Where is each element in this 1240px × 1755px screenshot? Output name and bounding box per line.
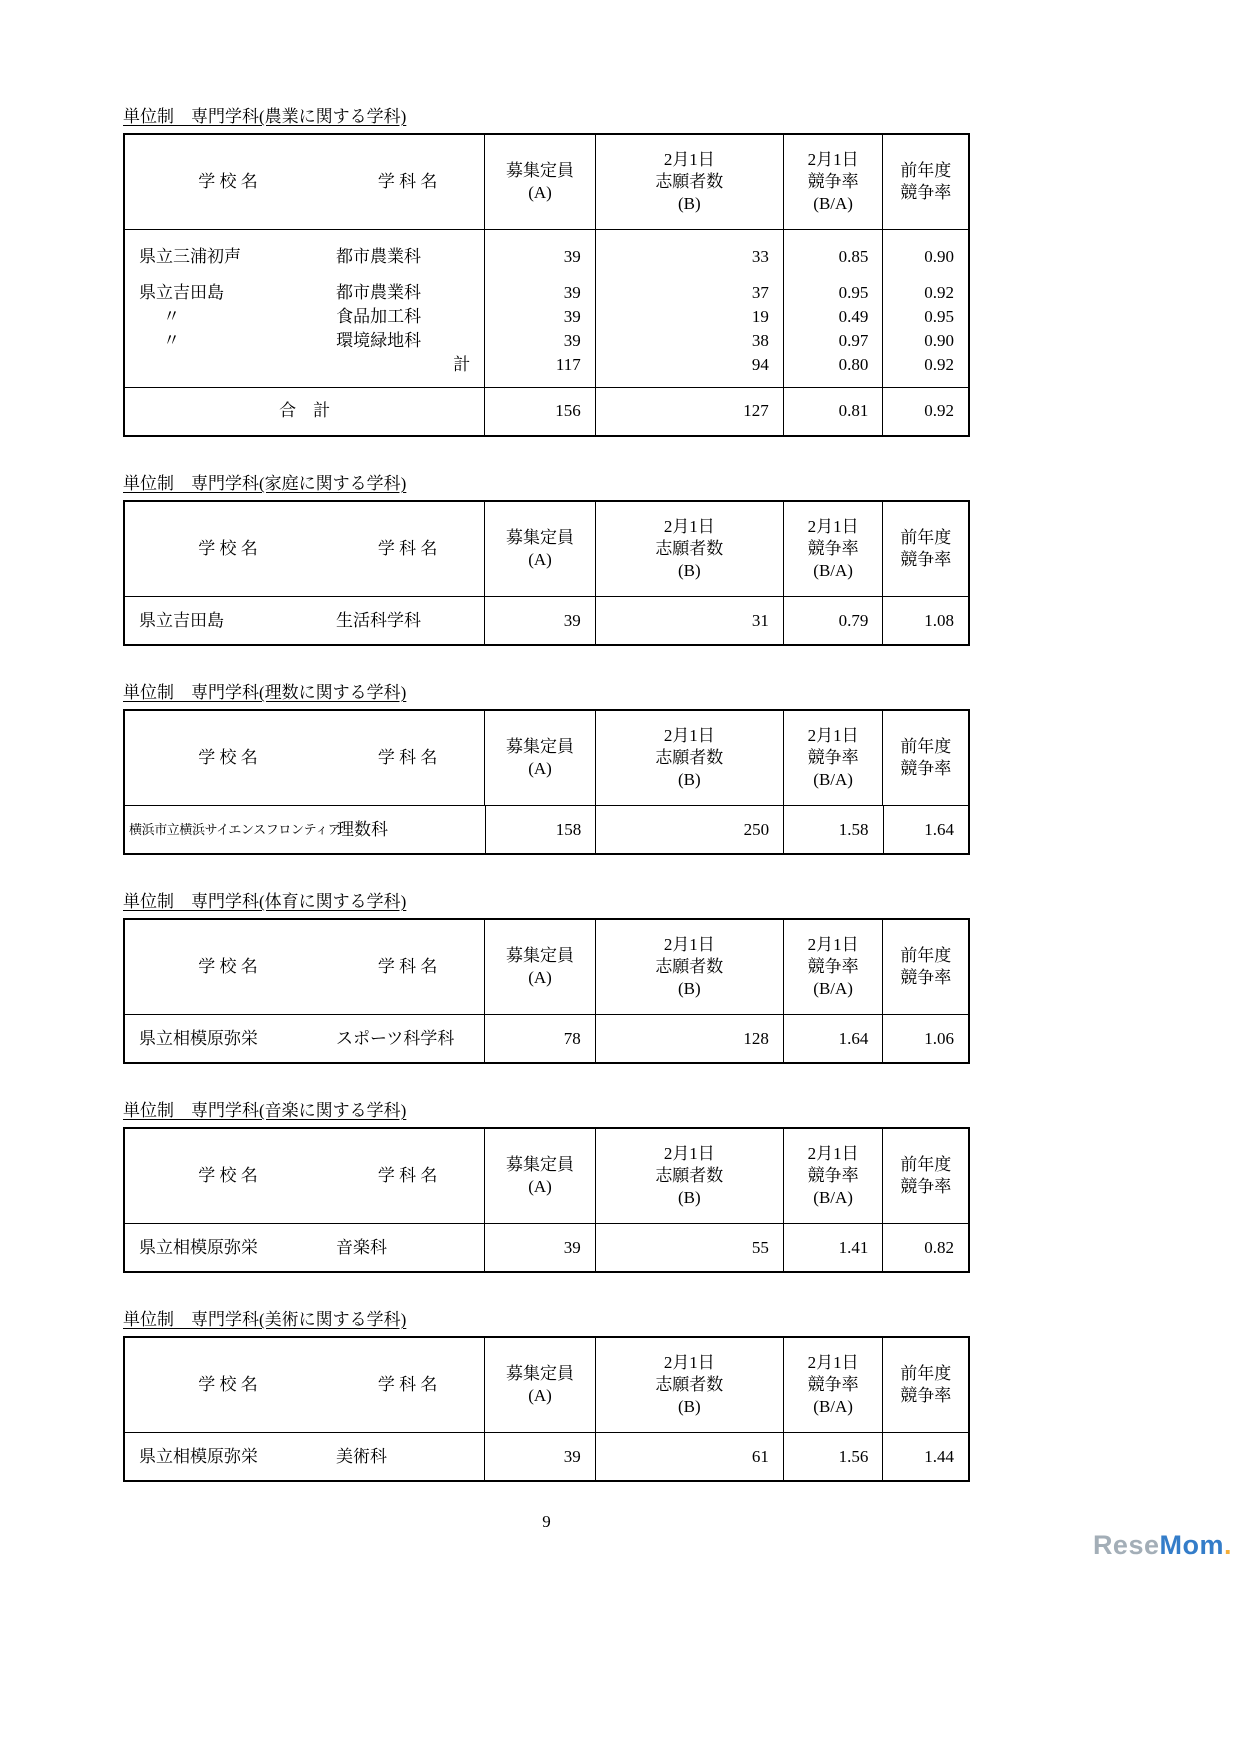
department-name-cell: 環境緑地科 xyxy=(336,331,422,350)
header-competition-ratio xyxy=(783,711,883,805)
header-line: 学 校 名 xyxy=(198,957,258,976)
applicants-cell: 61 xyxy=(595,1433,783,1480)
previous-ratio-cell: 1.64 xyxy=(883,806,969,853)
capacity-cell: 158 xyxy=(485,806,595,853)
previous-ratio-cell: 0.90 xyxy=(882,329,968,353)
header-previous-ratio xyxy=(882,135,968,229)
table-row xyxy=(125,281,968,305)
applicants-cell: 38 xyxy=(595,329,783,353)
header-line: 前年度 xyxy=(900,1155,952,1174)
department-name-cell: 都市農業科 xyxy=(336,247,421,266)
table-header-row xyxy=(125,502,968,597)
header-capacity xyxy=(484,920,594,1014)
header-department-name xyxy=(331,1129,484,1223)
header-previous-ratio xyxy=(882,920,968,1014)
watermark-text-rese: Rese xyxy=(1092,1530,1160,1560)
previous-ratio-cell: 0.82 xyxy=(882,1224,968,1271)
header-line: 2月1日 xyxy=(663,1353,715,1372)
header-line: 募集定員 xyxy=(506,528,575,547)
table-title: 単位制 専門学科(理数に関する学科) xyxy=(123,683,407,702)
table-header-row xyxy=(125,920,968,1015)
watermark-dot: . xyxy=(1223,1530,1232,1560)
header-line: 2月1日 xyxy=(663,150,715,169)
header-line: 志願者数 xyxy=(655,539,724,558)
header-line: 募集定員 xyxy=(506,737,575,756)
header-department-name xyxy=(331,502,484,596)
header-line: 募集定員 xyxy=(506,1155,575,1174)
capacity-cell: 39 xyxy=(484,305,594,329)
applicants-cell: 94 xyxy=(595,353,783,387)
header-line: (A) xyxy=(528,1177,552,1196)
table-row xyxy=(125,806,968,853)
header-line: 2月1日 xyxy=(807,935,859,954)
header-line: 2月1日 xyxy=(807,150,859,169)
header-line: (B) xyxy=(677,770,701,789)
table-section xyxy=(123,891,972,1064)
header-line: 競争率 xyxy=(900,968,952,987)
header-line: 競争率 xyxy=(807,539,859,558)
table-header-row xyxy=(125,135,968,230)
table-title: 単位制 専門学科(家庭に関する学科) xyxy=(123,474,407,493)
table-body xyxy=(125,806,968,853)
header-line: 前年度 xyxy=(900,737,952,756)
header-line: 学 校 名 xyxy=(198,172,258,191)
table-row xyxy=(125,230,968,281)
header-line: 競争率 xyxy=(807,748,859,767)
previous-ratio-cell: 0.92 xyxy=(882,281,968,305)
header-line: 学 校 名 xyxy=(198,539,258,558)
header-line: (B) xyxy=(677,561,701,580)
header-line: (B/A) xyxy=(813,561,853,580)
header-line: 学 校 名 xyxy=(198,748,258,767)
department-name-cell: 計 xyxy=(453,355,471,374)
previous-ratio-cell: 0.90 xyxy=(882,230,968,281)
page-number: 9 xyxy=(542,1512,551,1531)
header-previous-ratio xyxy=(882,502,968,596)
header-line: 学 科 名 xyxy=(377,748,438,767)
table-row xyxy=(125,329,968,353)
header-line: (B/A) xyxy=(813,770,853,789)
header-school-name xyxy=(125,711,331,805)
applicants-cell: 19 xyxy=(595,305,783,329)
department-name-cell: 美術科 xyxy=(336,1447,387,1466)
header-line: (A) xyxy=(528,183,552,202)
header-line: 学 科 名 xyxy=(377,1375,438,1394)
header-line: 志願者数 xyxy=(655,748,724,767)
resemom-watermark xyxy=(1093,1530,1232,1561)
header-line: 前年度 xyxy=(900,528,952,547)
header-competition-ratio xyxy=(783,135,883,229)
header-capacity xyxy=(484,1129,594,1223)
header-line: 2月1日 xyxy=(663,935,715,954)
header-line: 学 校 名 xyxy=(198,1375,258,1394)
header-line: 2月1日 xyxy=(663,517,715,536)
header-line: 競争率 xyxy=(807,1166,859,1185)
header-line: 学 校 名 xyxy=(198,1166,258,1185)
header-line: 競争率 xyxy=(900,550,952,569)
header-line: 競争率 xyxy=(807,957,859,976)
header-applicants xyxy=(595,711,783,805)
header-line: 2月1日 xyxy=(807,1144,859,1163)
header-school-name xyxy=(125,1338,331,1432)
capacity-cell: 39 xyxy=(484,597,595,644)
capacity-cell: 78 xyxy=(484,1015,595,1062)
table-row xyxy=(125,597,968,644)
total-capacity-cell: 156 xyxy=(484,388,595,435)
total-label: 合 計 xyxy=(279,401,331,420)
header-line: 2月1日 xyxy=(807,517,859,536)
table-header-row xyxy=(125,711,968,806)
header-line: (B) xyxy=(677,1397,701,1416)
header-line: 学 科 名 xyxy=(377,539,438,558)
ratio-cell: 0.85 xyxy=(783,230,883,281)
header-capacity xyxy=(484,1338,594,1432)
department-name-cell: 理数科 xyxy=(337,820,388,839)
capacity-cell: 39 xyxy=(484,281,595,305)
table-body xyxy=(125,230,968,388)
header-competition-ratio xyxy=(783,1129,883,1223)
header-line: 競争率 xyxy=(807,1375,859,1394)
header-line: 前年度 xyxy=(900,946,952,965)
header-line: 競争率 xyxy=(807,172,859,191)
total-applicants-cell: 127 xyxy=(595,388,783,435)
ratio-cell: 0.80 xyxy=(783,353,883,387)
table-section xyxy=(123,1100,972,1273)
applicants-cell: 37 xyxy=(595,281,783,305)
table-body xyxy=(125,1015,968,1062)
header-competition-ratio xyxy=(783,502,883,596)
table-section xyxy=(123,682,972,855)
applicants-cell: 55 xyxy=(595,1224,783,1271)
department-name-cell: 都市農業科 xyxy=(336,283,421,302)
header-department-name xyxy=(331,920,484,1014)
header-line: 学 科 名 xyxy=(377,172,438,191)
school-name-cell: 県立三浦初声 xyxy=(139,247,241,266)
ratio-cell: 1.41 xyxy=(783,1224,883,1271)
header-competition-ratio xyxy=(783,1338,883,1432)
department-name-cell: 音楽科 xyxy=(336,1238,387,1257)
total-ratio-cell: 0.81 xyxy=(783,388,883,435)
capacity-cell: 39 xyxy=(484,1433,595,1480)
header-department-name xyxy=(331,135,484,229)
table-row xyxy=(125,353,968,387)
table-body xyxy=(125,597,968,644)
header-department-name xyxy=(331,711,484,805)
header-line: (A) xyxy=(528,759,552,778)
ratio-cell: 0.97 xyxy=(783,329,883,353)
header-line: 志願者数 xyxy=(655,957,724,976)
header-applicants xyxy=(595,135,783,229)
table-body xyxy=(125,1433,968,1480)
previous-ratio-cell: 0.95 xyxy=(882,305,968,329)
header-line: 2月1日 xyxy=(807,1353,859,1372)
applicants-cell: 31 xyxy=(595,597,783,644)
header-competition-ratio xyxy=(783,920,883,1014)
header-line: 学 科 名 xyxy=(377,957,438,976)
header-previous-ratio xyxy=(882,1338,968,1432)
watermark-text-mom: Mom xyxy=(1159,1530,1224,1560)
table-header-row xyxy=(125,1129,968,1224)
table-title: 単位制 専門学科(農業に関する学科) xyxy=(123,107,407,126)
table-row xyxy=(125,1224,968,1271)
header-previous-ratio xyxy=(882,711,968,805)
data-table xyxy=(123,918,970,1064)
previous-ratio-cell: 0.92 xyxy=(882,353,968,387)
table-title: 単位制 専門学科(体育に関する学科) xyxy=(123,892,407,911)
header-line: 2月1日 xyxy=(663,1144,715,1163)
header-school-name xyxy=(125,920,331,1014)
previous-ratio-cell: 1.44 xyxy=(882,1433,968,1480)
total-row xyxy=(125,388,968,435)
previous-ratio-cell: 1.06 xyxy=(882,1015,968,1062)
header-line: 競争率 xyxy=(900,1177,952,1196)
header-line: (A) xyxy=(528,1386,552,1405)
table-section xyxy=(123,1309,972,1482)
school-name-cell: 県立相模原弥栄 xyxy=(139,1238,258,1257)
header-previous-ratio xyxy=(882,1129,968,1223)
header-capacity xyxy=(484,135,594,229)
header-applicants xyxy=(595,502,783,596)
ratio-cell: 1.64 xyxy=(783,1015,883,1062)
department-name-cell: 生活科学科 xyxy=(336,611,421,630)
header-line: 募集定員 xyxy=(506,161,575,180)
header-line: (A) xyxy=(528,550,552,569)
header-line: (B) xyxy=(677,979,701,998)
table-title: 単位制 専門学科(美術に関する学科) xyxy=(123,1310,407,1329)
table-title: 単位制 専門学科(音楽に関する学科) xyxy=(123,1101,407,1120)
department-name-cell: スポーツ科学科 xyxy=(336,1029,455,1048)
table-section xyxy=(123,106,972,437)
table-row xyxy=(125,1433,968,1480)
header-school-name xyxy=(125,1129,331,1223)
header-line: 2月1日 xyxy=(807,726,859,745)
tables-container xyxy=(123,106,972,1482)
header-school-name xyxy=(125,135,331,229)
applicants-cell: 33 xyxy=(595,230,783,281)
header-line: 募集定員 xyxy=(506,946,575,965)
data-table xyxy=(123,133,970,437)
header-department-name xyxy=(331,1338,484,1432)
school-name-cell: 県立吉田島 xyxy=(139,611,224,630)
header-capacity xyxy=(484,711,594,805)
applicants-cell: 128 xyxy=(595,1015,783,1062)
header-line: 競争率 xyxy=(900,183,952,202)
header-line: 競争率 xyxy=(900,759,952,778)
ratio-cell: 0.49 xyxy=(783,305,883,329)
header-line: (B/A) xyxy=(813,194,853,213)
school-name-cell: 〃 xyxy=(163,331,180,350)
header-school-name xyxy=(125,502,331,596)
header-line: 2月1日 xyxy=(663,726,715,745)
data-table xyxy=(123,500,970,646)
school-name-cell: 横浜市立横浜サイエンスフロンティア xyxy=(129,822,341,837)
capacity-cell: 117 xyxy=(484,353,595,387)
capacity-cell: 39 xyxy=(484,1224,595,1271)
header-line: 志願者数 xyxy=(655,1375,724,1394)
capacity-cell: 39 xyxy=(484,329,594,353)
school-name-cell: 県立吉田島 xyxy=(139,283,224,302)
header-line: 前年度 xyxy=(900,1364,952,1383)
header-capacity xyxy=(484,502,594,596)
previous-ratio-cell: 1.08 xyxy=(882,597,968,644)
table-row xyxy=(125,1015,968,1062)
header-applicants xyxy=(595,920,783,1014)
header-line: 競争率 xyxy=(900,1386,952,1405)
capacity-cell: 39 xyxy=(484,230,595,281)
data-table xyxy=(123,709,970,855)
table-body xyxy=(125,1224,968,1271)
header-applicants xyxy=(595,1338,783,1432)
school-name-cell: 県立相模原弥栄 xyxy=(139,1447,258,1466)
header-line: 前年度 xyxy=(900,161,952,180)
header-line: 学 科 名 xyxy=(377,1166,438,1185)
header-line: (B/A) xyxy=(813,979,853,998)
table-section xyxy=(123,473,972,646)
ratio-cell: 1.56 xyxy=(783,1433,883,1480)
header-line: (B/A) xyxy=(813,1188,853,1207)
header-line: 志願者数 xyxy=(655,172,724,191)
header-applicants xyxy=(595,1129,783,1223)
ratio-cell: 1.58 xyxy=(783,806,882,853)
table-row xyxy=(125,305,968,329)
header-line: (B) xyxy=(677,1188,701,1207)
school-name-cell xyxy=(125,353,331,387)
school-name-cell: 〃 xyxy=(163,307,180,326)
data-table xyxy=(123,1336,970,1482)
ratio-cell: 0.95 xyxy=(783,281,883,305)
applicants-cell: 250 xyxy=(595,806,783,853)
department-name-cell: 食品加工科 xyxy=(336,307,422,326)
school-name-cell: 県立相模原弥栄 xyxy=(139,1029,258,1048)
header-line: (A) xyxy=(528,968,552,987)
ratio-cell: 0.79 xyxy=(783,597,883,644)
total-previous-ratio-cell: 0.92 xyxy=(882,388,968,435)
header-line: 募集定員 xyxy=(506,1364,575,1383)
header-line: 志願者数 xyxy=(655,1166,724,1185)
table-header-row xyxy=(125,1338,968,1433)
data-table xyxy=(123,1127,970,1273)
header-line: (B) xyxy=(677,194,701,213)
header-line: (B/A) xyxy=(813,1397,853,1416)
